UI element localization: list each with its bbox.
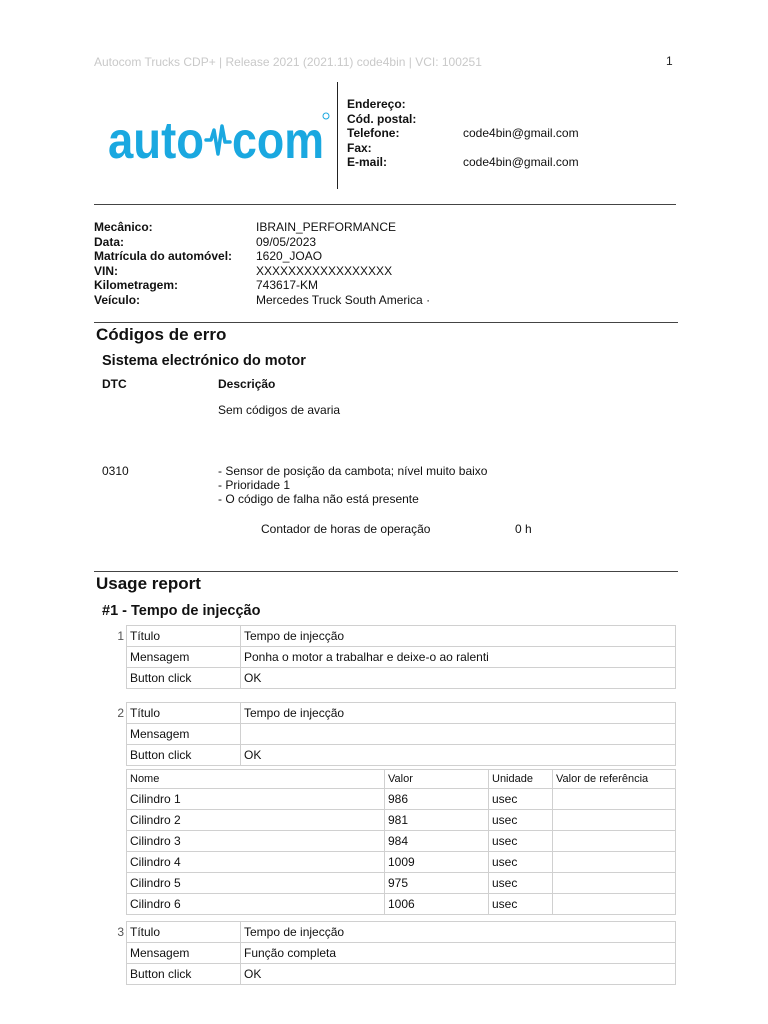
page-number: 1 bbox=[666, 54, 673, 68]
description-column-header: Descrição bbox=[218, 377, 276, 391]
table-row: Cilindro 5 975 usec bbox=[127, 873, 676, 894]
table-row: Cilindro 2 981 usec bbox=[127, 810, 676, 831]
info-row-mechanic: Mecânico: IBRAIN_PERFORMANCE bbox=[94, 220, 397, 234]
contact-row-address: Endereço: bbox=[347, 97, 406, 111]
table-row: Mensagem bbox=[127, 724, 676, 745]
step-table bbox=[126, 702, 676, 766]
autocom-logo bbox=[108, 110, 330, 166]
table-row: Cilindro 1 986 usec bbox=[127, 789, 676, 810]
info-row-vin: VIN: XXXXXXXXXXXXXXXXX bbox=[94, 263, 393, 278]
vehicle-info-block bbox=[94, 220, 430, 308]
info-row-mileage: Kilometragem: 743617-KM bbox=[94, 278, 319, 293]
dtc-detail: - O código de falha não está presente bbox=[218, 492, 419, 506]
counter-value: 0 h bbox=[515, 522, 532, 536]
system-title: Sistema electrónico do motor bbox=[102, 353, 306, 369]
step-index: 2 bbox=[117, 706, 124, 720]
no-codes-text: Sem códigos de avaria bbox=[218, 403, 341, 417]
table-row: Título Tempo de injecção bbox=[127, 922, 676, 943]
step-table bbox=[126, 625, 676, 689]
counter-label: Contador de horas de operação bbox=[261, 522, 431, 536]
usage-report-title: Usage report bbox=[96, 574, 201, 593]
table-row: Mensagem Função completa bbox=[127, 943, 676, 964]
contact-row-phone: Telefone: code4bin@gmail.com bbox=[347, 126, 579, 140]
measurement-table bbox=[126, 769, 676, 915]
table-header-row: Nome Valor Unidade Valor de referência bbox=[127, 770, 676, 789]
table-row: Título Tempo de injecção bbox=[127, 626, 676, 647]
table-row: Cilindro 4 1009 usec bbox=[127, 852, 676, 873]
table-row: Mensagem Ponha o motor a trabalhar e deixe-o ao ralenti bbox=[127, 647, 676, 668]
info-row-vehicle: Veículo: Mercedes Truck South America · bbox=[94, 292, 431, 307]
contact-row-fax: Fax: bbox=[347, 140, 372, 155]
report-header-line: Autocom Trucks CDP+ | Release 2021 (2021.11) code4bin | VCI: 100251 bbox=[94, 55, 482, 69]
header-separator bbox=[337, 82, 338, 189]
contact-row-email: E-mail: code4bin@gmail.com bbox=[347, 155, 579, 169]
info-row-plate: Matrícula do automóvel: 1620_JOAO bbox=[94, 249, 323, 264]
divider bbox=[94, 571, 678, 572]
divider bbox=[94, 204, 676, 205]
step-index: 1 bbox=[117, 629, 124, 643]
dtc-column-header: DTC bbox=[102, 377, 127, 391]
step-table bbox=[126, 921, 676, 985]
divider bbox=[94, 322, 678, 323]
table-row: Button click OK bbox=[127, 964, 676, 985]
dtc-code: 0310 bbox=[102, 464, 129, 478]
table-row: Button click OK bbox=[127, 745, 676, 766]
usage-section-title: #1 - Tempo de injecção bbox=[102, 603, 261, 619]
dtc-detail: - Prioridade 1 bbox=[218, 478, 291, 492]
step-index: 3 bbox=[117, 925, 124, 939]
table-row: Título Tempo de injecção bbox=[127, 703, 676, 724]
svg-text:com: com bbox=[232, 112, 324, 166]
info-row-date: Data: 09/05/2023 bbox=[94, 234, 317, 249]
table-row: Button click OK bbox=[127, 668, 676, 689]
table-row: Cilindro 6 1006 usec bbox=[127, 894, 676, 915]
contact-block bbox=[347, 97, 579, 170]
svg-text:auto: auto bbox=[108, 112, 204, 166]
table-row: Cilindro 3 984 usec bbox=[127, 831, 676, 852]
dtc-detail: - Sensor de posição da cambota; nível muito baixo bbox=[218, 464, 488, 478]
contact-row-postal: Cód. postal: bbox=[347, 111, 417, 126]
error-codes-title: Códigos de erro bbox=[96, 325, 227, 344]
